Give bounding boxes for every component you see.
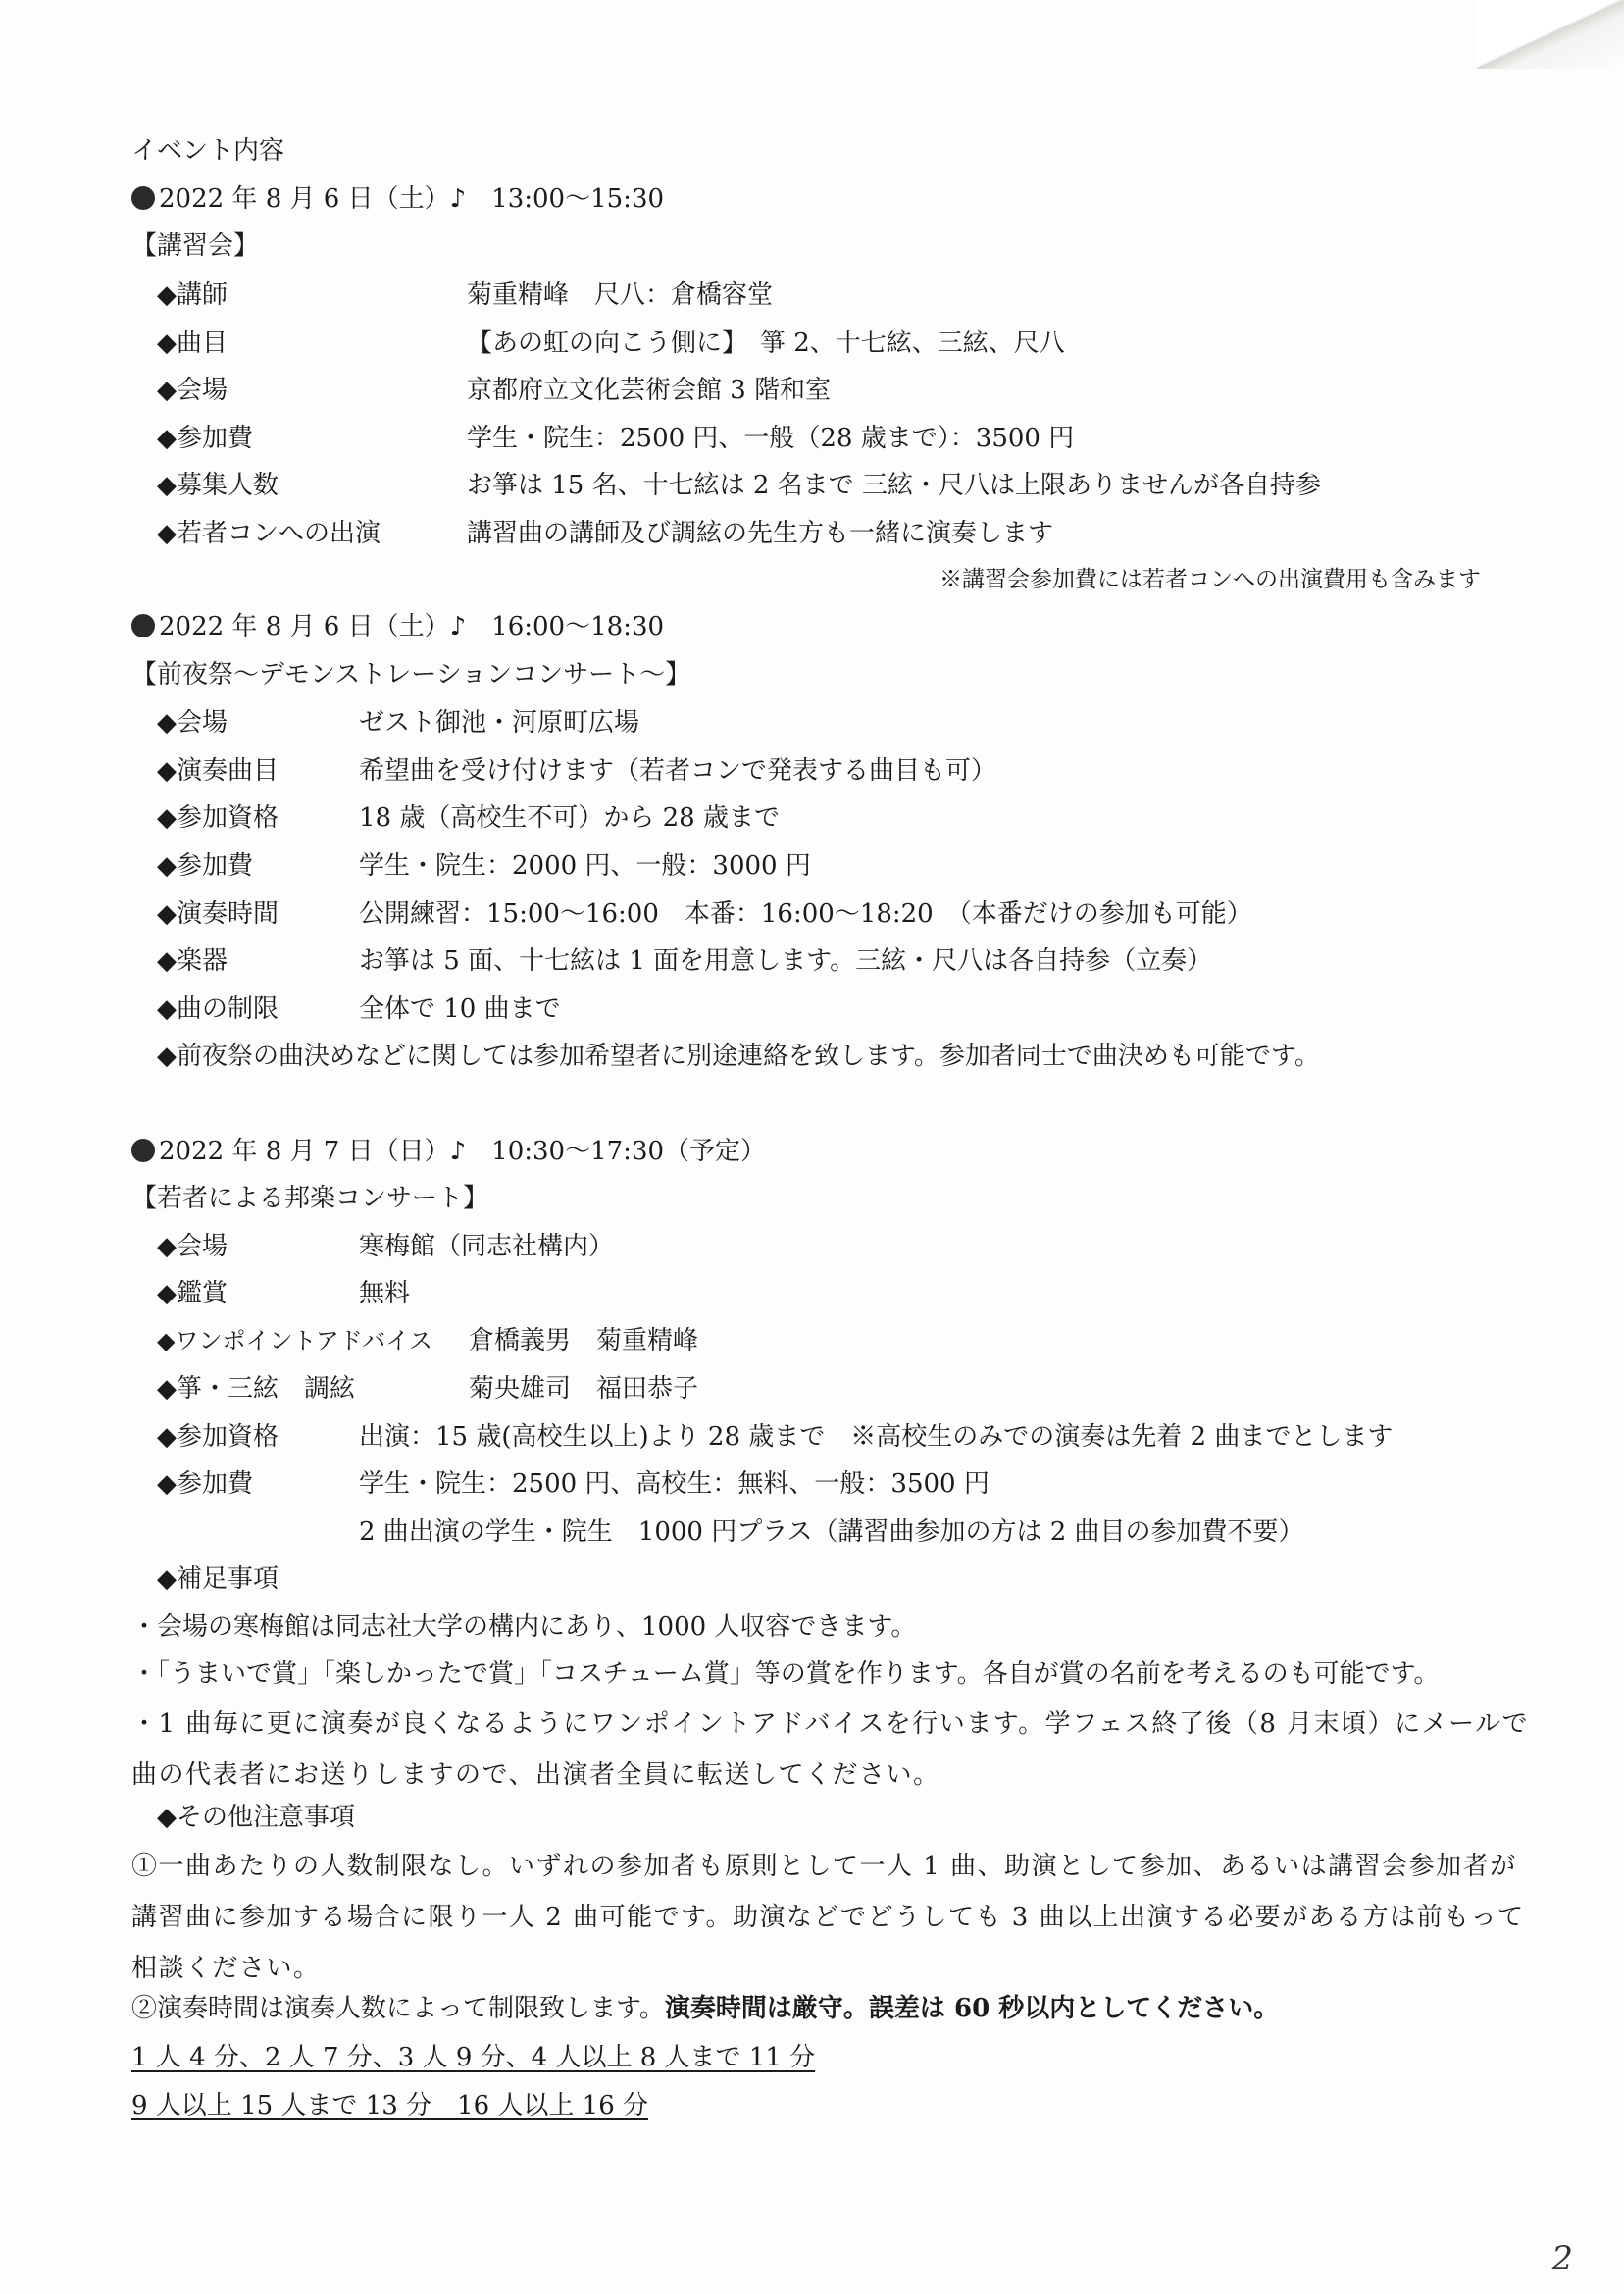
event1-title: 【講習会】 [131, 231, 260, 261]
event3-label-tuning: ◆箏・三絃 調絃 [157, 1374, 355, 1403]
event2-title: 【前夜祭～デモンストレーションコンサート～】 [131, 660, 691, 689]
event3-value-fee: 学生・院生：2500 円、高校生：無料、一般：3500 円 [359, 1469, 990, 1499]
event2-label-eligibility: ◆参加資格 [157, 803, 279, 833]
event2-label-instruments: ◆楽器 [157, 946, 228, 976]
event2-value-eligibility: 18 歳（高校生不可）から 28 歳まで [359, 803, 780, 833]
event1-value-fee: 学生・院生：2500 円、一般（28 歳まで）：3500 円 [467, 424, 1075, 453]
event3-value-fee-extra: 2 曲出演の学生・院生 1000 円プラス（講習曲参加の方は 2 曲目の参加費不要） [359, 1517, 1304, 1547]
supplement-item: ・「うまいで賞」「楽しかったで賞」「コスチューム賞」等の賞を作ります。各自が賞の名前を考えるのも可能です。 [131, 1659, 1440, 1689]
event1-value-performance: 講習曲の講師及び調絃の先生方も一緒に演奏します [467, 519, 1054, 548]
bullet-dot-icon [131, 1139, 155, 1162]
event3-label-eligibility: ◆参加資格 [157, 1422, 279, 1452]
section-heading: イベント内容 [131, 136, 285, 166]
time-limits-line-2: 9 人以上 15 人まで 13 分 16 人以上 16 分 [131, 2091, 648, 2120]
event1-label-performance: ◆若者コンへの出演 [157, 519, 381, 548]
event2-date: 2022 年 8 月 6 日（土）♪ 16:00～18:30 [131, 610, 1565, 643]
event2-label-time: ◆演奏時間 [157, 899, 279, 929]
event3-value-eligibility: 出演：15 歳(高校生以上)より 28 歳まで ※高校生のみでの演奏は先着 2 曲までとします [359, 1422, 1394, 1452]
event2-value-time: 公開練習：15:00～16:00 本番：16:00～18:20 （本番だけの参加も可能） [359, 899, 1252, 929]
event2-value-instruments: お箏は 5 面、十七絃は 1 面を用意します。三絃・尺八は各自持参（立奏） [359, 946, 1213, 976]
event2-note: ◆前夜祭の曲決めなどに関しては参加希望者に別途連絡を致します。参加者同士で曲決めも可能です。 [157, 1042, 1320, 1071]
other-note-1: ①一曲あたりの人数制限なし。いずれの参加者も原則として一人 1 曲、助演として参加、あるいは講習会参加者が講習曲に参加する場合に限り一人 2 曲可能です。助演などでどうしても 3 曲以上出演する必要がある方は前もって相談ください。 [131, 1852, 1525, 1983]
event2-value-pieces: 希望曲を受け付けます（若者コンで発表する曲目も可） [359, 756, 997, 786]
event2-label-venue: ◆会場 [157, 708, 228, 738]
supplement-item: ・1 曲毎に更に演奏が良くなるようにワンポイントアドバイスを行います。学フェス終了後（8 月末頃）にメールで曲の代表者にお送りしますので、出演者全員に転送してください。 [131, 1709, 1530, 1790]
event3-label-venue: ◆会場 [157, 1232, 228, 1261]
event3-date: 2022 年 8 月 7 日（日）♪ 10:30～17:30（予定） [131, 1135, 1565, 1168]
event1-label-capacity: ◆募集人数 [157, 471, 279, 500]
event1-value-instructor: 菊重精峰 尺八：倉橋容堂 [467, 280, 774, 310]
event2-value-venue: ゼスト御池・河原町広場 [359, 708, 640, 738]
time-limits-line-1: 1 人 4 分、2 人 7 分、3 人 9 分、4 人以上 8 人まで 11 分 [131, 2043, 816, 2072]
event3-label-admission: ◆鑑賞 [157, 1279, 228, 1308]
other-note-2-emphasis: 演奏時間は厳守。誤差は 60 秒以内としてください。 [664, 1994, 1280, 2023]
event1-value-piece: 【あの虹の向こう側に】 箏 2、十七絃、三絃、尺八 [467, 329, 1065, 358]
page-number: 2 [1551, 2239, 1573, 2278]
event1-label-fee: ◆参加費 [157, 424, 253, 453]
event1-note: ※講習会参加費には若者コンへの出演費用も含みます [939, 567, 1481, 592]
event1-value-venue: 京都府立文化芸術会館 3 階和室 [467, 376, 832, 405]
event3-label-fee: ◆参加費 [157, 1469, 253, 1499]
event1-date: 2022 年 8 月 6 日（土）♪ 13:00～15:30 [131, 182, 1565, 216]
event3-label-advice: ◆ワンポイントアドバイス [157, 1327, 433, 1354]
event3-supplement-title: ◆補足事項 [157, 1564, 279, 1594]
event2-value-limit: 全体で 10 曲まで [359, 994, 561, 1024]
supplement-item: ・会場の寒梅館は同志社大学の構内にあり、1000 人収容できます。 [131, 1612, 917, 1642]
event2-label-fee: ◆参加費 [157, 851, 253, 881]
event2-label-limit: ◆曲の制限 [157, 994, 279, 1024]
event3-value-advice: 倉橋義男 菊重精峰 [469, 1326, 699, 1355]
event2-label-pieces: ◆演奏曲目 [157, 756, 279, 786]
event3-title: 【若者による邦楽コンサート】 [131, 1184, 489, 1213]
bullet-dot-icon [131, 614, 155, 637]
event1-label-piece: ◆曲目 [157, 329, 228, 358]
event3-value-tuning: 菊央雄司 福田恭子 [469, 1374, 699, 1403]
event1-label-instructor: ◆講師 [157, 280, 228, 310]
event3-other-title: ◆その他注意事項 [157, 1803, 355, 1832]
event3-value-admission: 無料 [359, 1279, 411, 1308]
event1-label-venue: ◆会場 [157, 376, 228, 405]
event3-value-venue: 寒梅館（同志社構内） [359, 1232, 615, 1261]
event1-value-capacity: お箏は 15 名、十七絃は 2 名まで 三絃・尺八は上限ありませんが各自持参 [467, 471, 1321, 500]
other-note-2: ②演奏時間は演奏人数によって制限致します。演奏時間は厳守。誤差は 60 秒以内としてください。 [131, 1994, 1280, 2023]
event2-value-fee: 学生・院生：2000 円、一般：3000 円 [359, 851, 811, 881]
bullet-dot-icon [131, 186, 155, 210]
